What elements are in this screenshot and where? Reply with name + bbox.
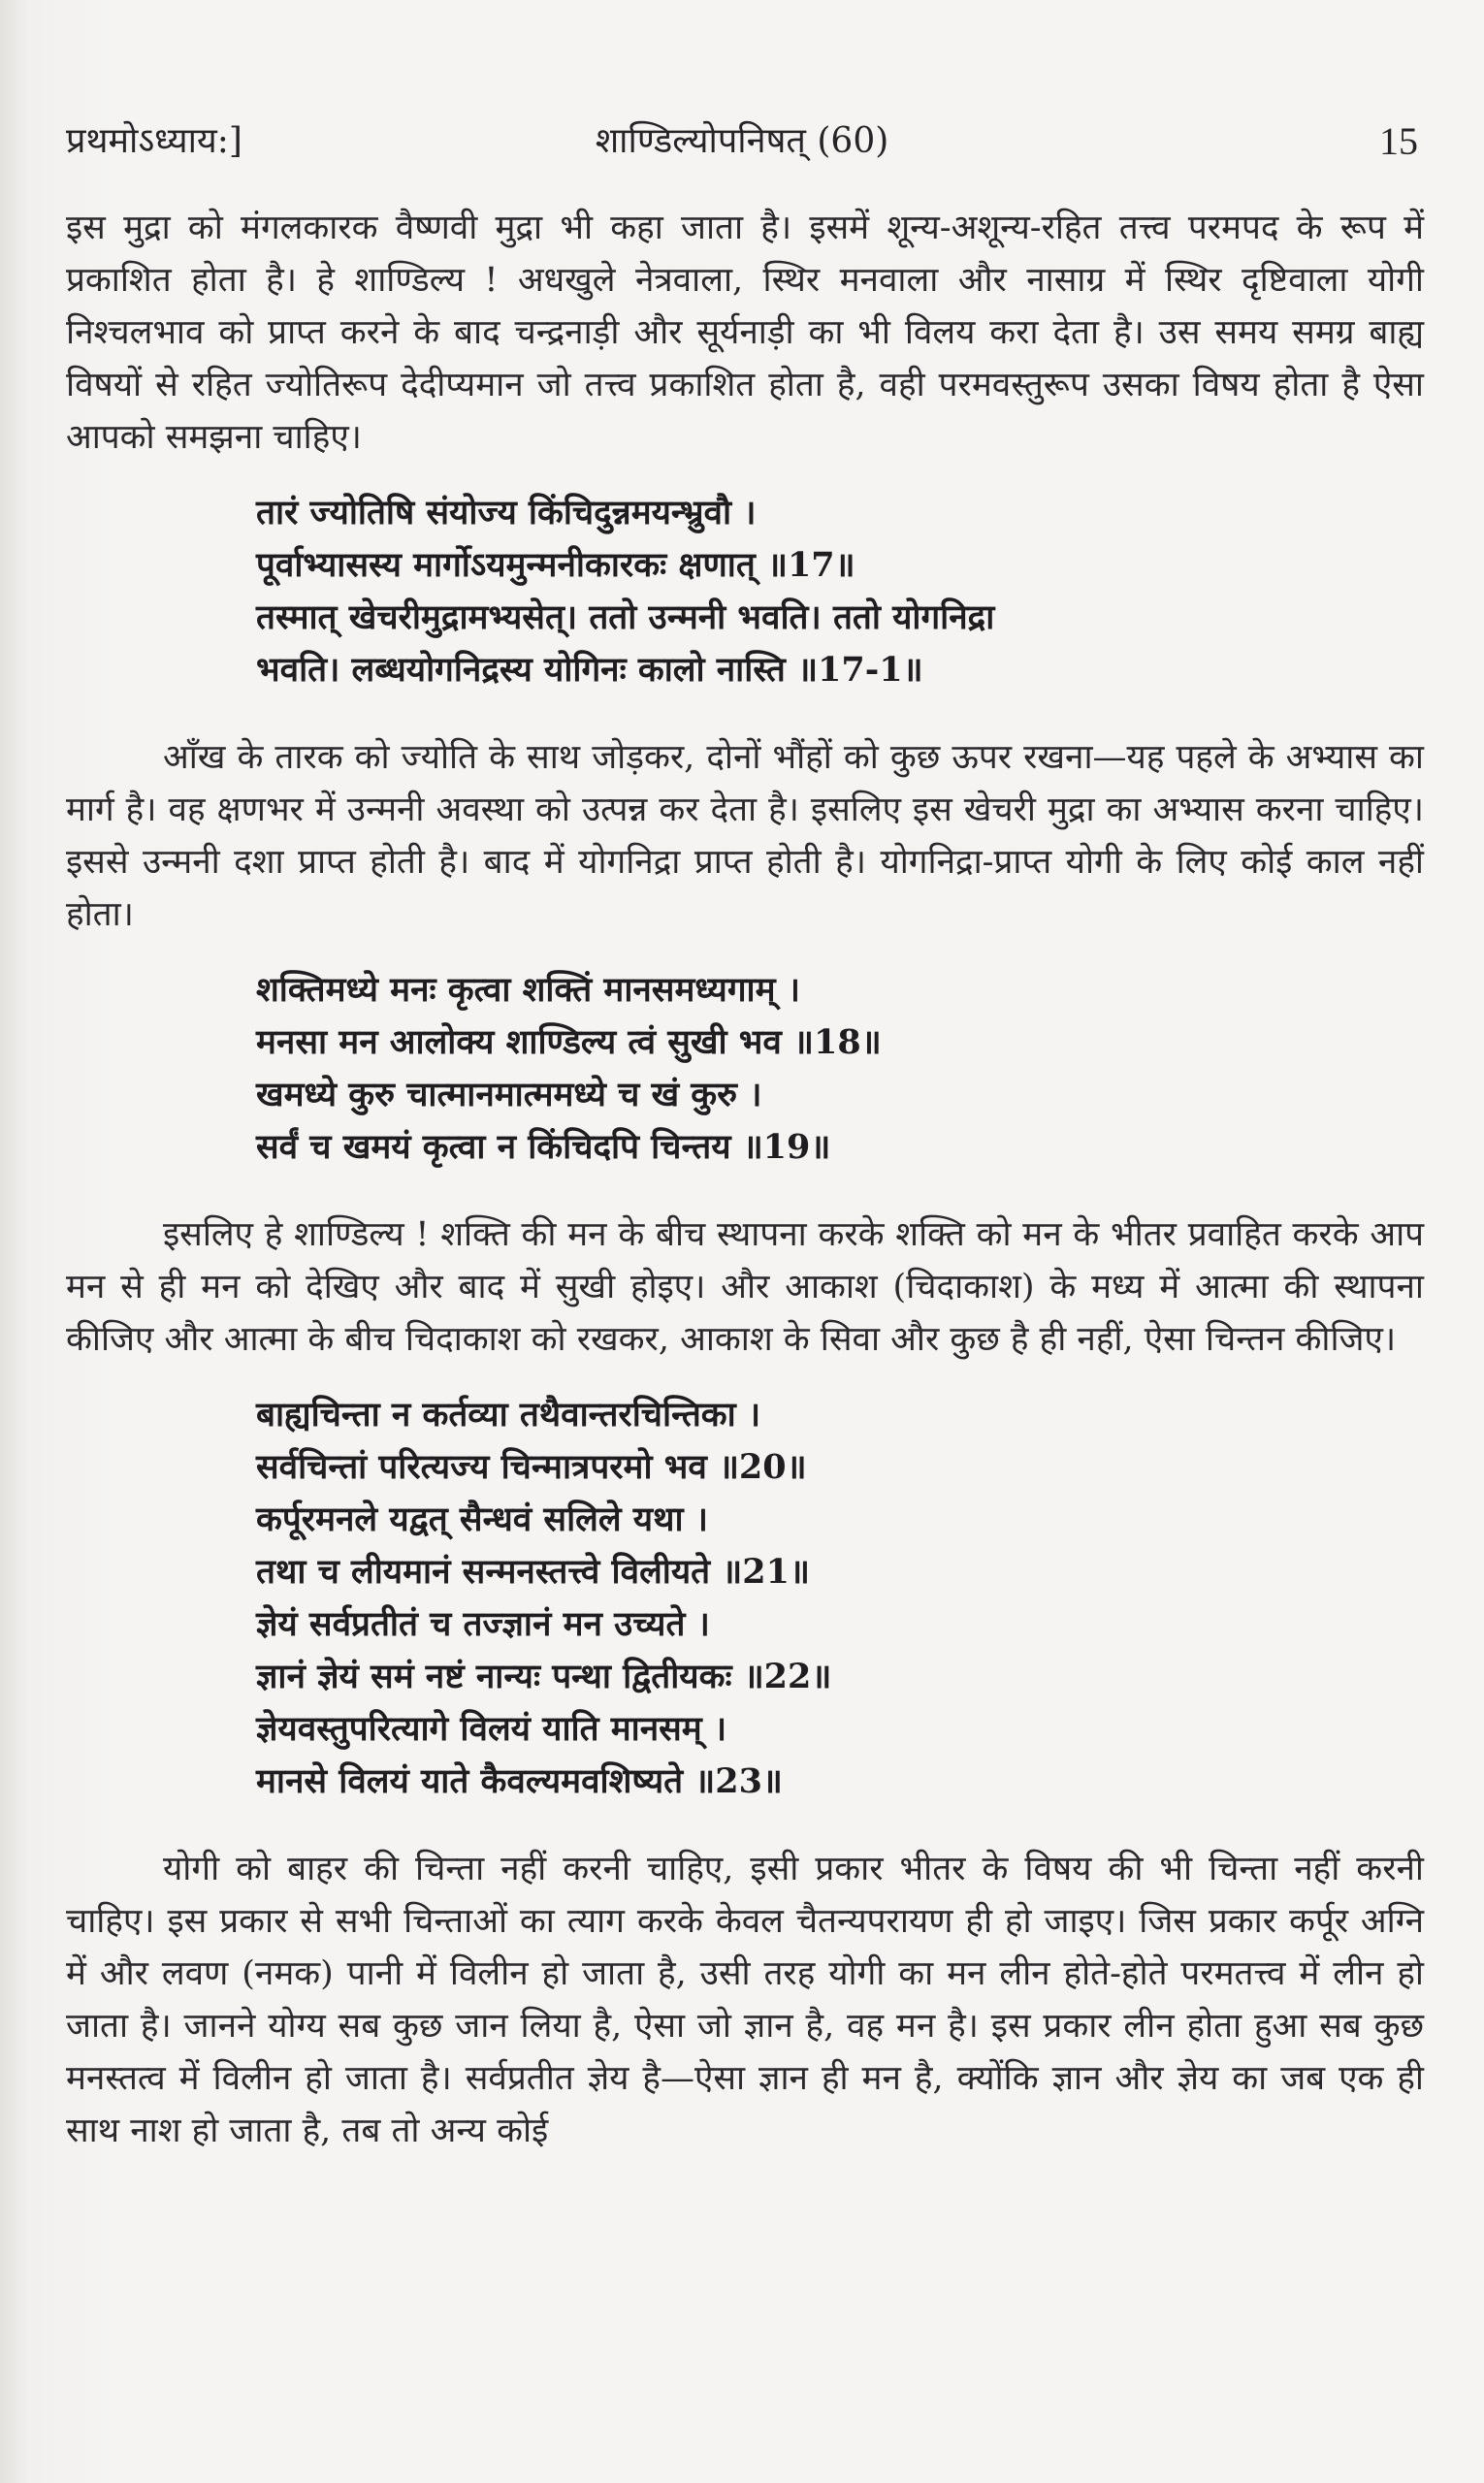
verse-line: शक्तिमध्ये मनः कृत्वा शक्तिं मानसमध्यगाम् । [256,970,801,1010]
verse-line: ज्ञेयवस्तुपरित्यागे विलयं याति मानसम् । [256,1709,727,1749]
paragraph: आँख के तारक को ज्योति के साथ जोड़कर, दोनों भौंहों को कुछ ऊपर रखना—यह पहले के अभ्यास का मार्ग है। वह क्षणभर में उन्मनी अवस्था को उत्पन्न कर देता है। इसलिए इस खेचरी मुद्रा का अभ्यास करना चाहिए। इससे उन्मनी दशा प्राप्त होती है। बाद में योगनिद्रा प्राप्त होती है। योगनिद्रा-प्राप्त योगी के लिए कोई काल नहीं होता। [66,738,1424,934]
verse-line: सर्वं च खमयं कृत्वा न किंचिदपि चिन्तय ॥19॥ [256,1127,831,1167]
verse-line: कर्पूरमनले यद्वत् सैन्धवं सलिले यथा । [256,1499,708,1539]
verse-line: मनसा मन आलोक्य शाण्डिल्य त्वं सुखी भव ॥18॥ [256,1022,882,1062]
verse-block [66,964,1424,1174]
verse-line: तथा च लीयमानं सन्मनस्तत्त्वे विलीयते ॥21॥ [256,1552,810,1592]
paragraph: इस मुद्रा को मंगलकारक वैष्णवी मुद्रा भी कहा जाता है। इसमें शून्य-अशून्य-रहित तत्त्व परमपद के रूप में प्रकाशित होता है। हे शाण्डिल्य ! अधखुले नेत्रवाला, स्थिर मनवाला और नासाग्र में स्थिर दृष्टिवाला योगी निश्चलभाव को प्राप्त करने के बाद चन्द्रनाड़ी और सूर्यनाड़ी का भी विलय करा देता है। उस समय समग्र बाह्य विषयों से रहित ज्योतिरूप देदीप्यमान जो तत्त्व प्रकाशित होता है, वही परमवस्तुरूप उसका विषय होता है ऐसा आपको समझना चाहिए। [66,209,1424,457]
paragraph: योगी को बाहर की चिन्ता नहीं करनी चाहिए, इसी प्रकार भीतर के विषय की भी चिन्ता नहीं करनी चाहिए। इस प्रकार से सभी चिन्ताओं का त्याग करके केवल चैतन्यपरायण ही हो जाइए। जिस प्रकार कर्पूर अग्नि में और लवण (नमक) पानी में विलीन हो जाता है, उसी तरह योगी का मन लीन होते-होते परमतत्त्व में लीन हो जाता है। जानने योग्य सब कुछ जान लिया है, ऐसा जो ज्ञान है, वह मन है। इस प्रकार लीन होता हुआ सब कुछ मनस्तत्व में विलीन हो जाता है। सर्वप्रतीत ज्ञेय है—ऐसा ज्ञान ही मन है, क्योंकि ज्ञान और ज्ञेय का जब एक ही साथ नाश हो जाता है, तब तो अन्य कोई [66,1850,1424,2150]
verse-line: मानसे विलयं याते कैवल्यमवशिष्यते ॥23॥ [256,1761,783,1801]
verse-line: बाह्यचिन्ता न कर्तव्या तथैवान्तरचिन्तिका । [256,1395,761,1435]
verse-line: ज्ञानं ज्ञेयं समं नष्टं नान्यः पन्था द्वितीयकः ॥22॥ [256,1657,832,1696]
paragraph: इसलिए हे शाण्डिल्य ! शक्ति की मन के बीच स्थापना करके शक्ति को मन के भीतर प्रवाहित करके आप मन से ही मन को देखिए और बाद में सुखी होइए। और आकाश (चिदाकाश) के मध्य में आत्मा की स्थापना कीजिए और आत्मा के बीच चिदाकाश को रखकर, आकाश के सिवा और कुछ है ही नहीं, ऐसा चिन्तन कीजिए। [66,1215,1424,1359]
verse-block [66,1389,1424,1808]
page-body [66,202,1424,2157]
verse-block [66,487,1424,696]
verse-line: खमध्ये कुरु चात्मानमात्ममध्ये च खं कुरु । [256,1075,762,1114]
verse-line: भवति। लब्धयोगनिद्रस्य योगिनः कालो नास्ति ॥17-1॥ [256,650,923,690]
page-number: 15 [1379,119,1418,163]
chapter-label: प्रथमोऽध्याय:] [66,121,242,161]
book-title: शाण्डिल्योपनिषत् (60) [595,121,889,161]
verse-line: तस्मात् खेचरीमुद्रामभ्यसेत्। ततो उन्मनी भवति। ततो योगनिद्रा [256,597,995,637]
verse-line: सर्वचिन्तां परित्यज्य चिन्मात्रपरमो भव ॥20॥ [256,1447,807,1487]
verse-line: पूर्वाभ्यासस्य मार्गोऽयमुन्मनीकारकः क्षणात् ॥17॥ [256,545,855,585]
verse-line: तारं ज्योतिषि संयोज्य किंचिदुन्नमयन्भ्रुवौ । [256,493,757,532]
verse-line: ज्ञेयं सर्वप्रतीतं च तज्ज्ञानं मन उच्यते । [256,1604,710,1644]
running-header [66,113,1418,171]
